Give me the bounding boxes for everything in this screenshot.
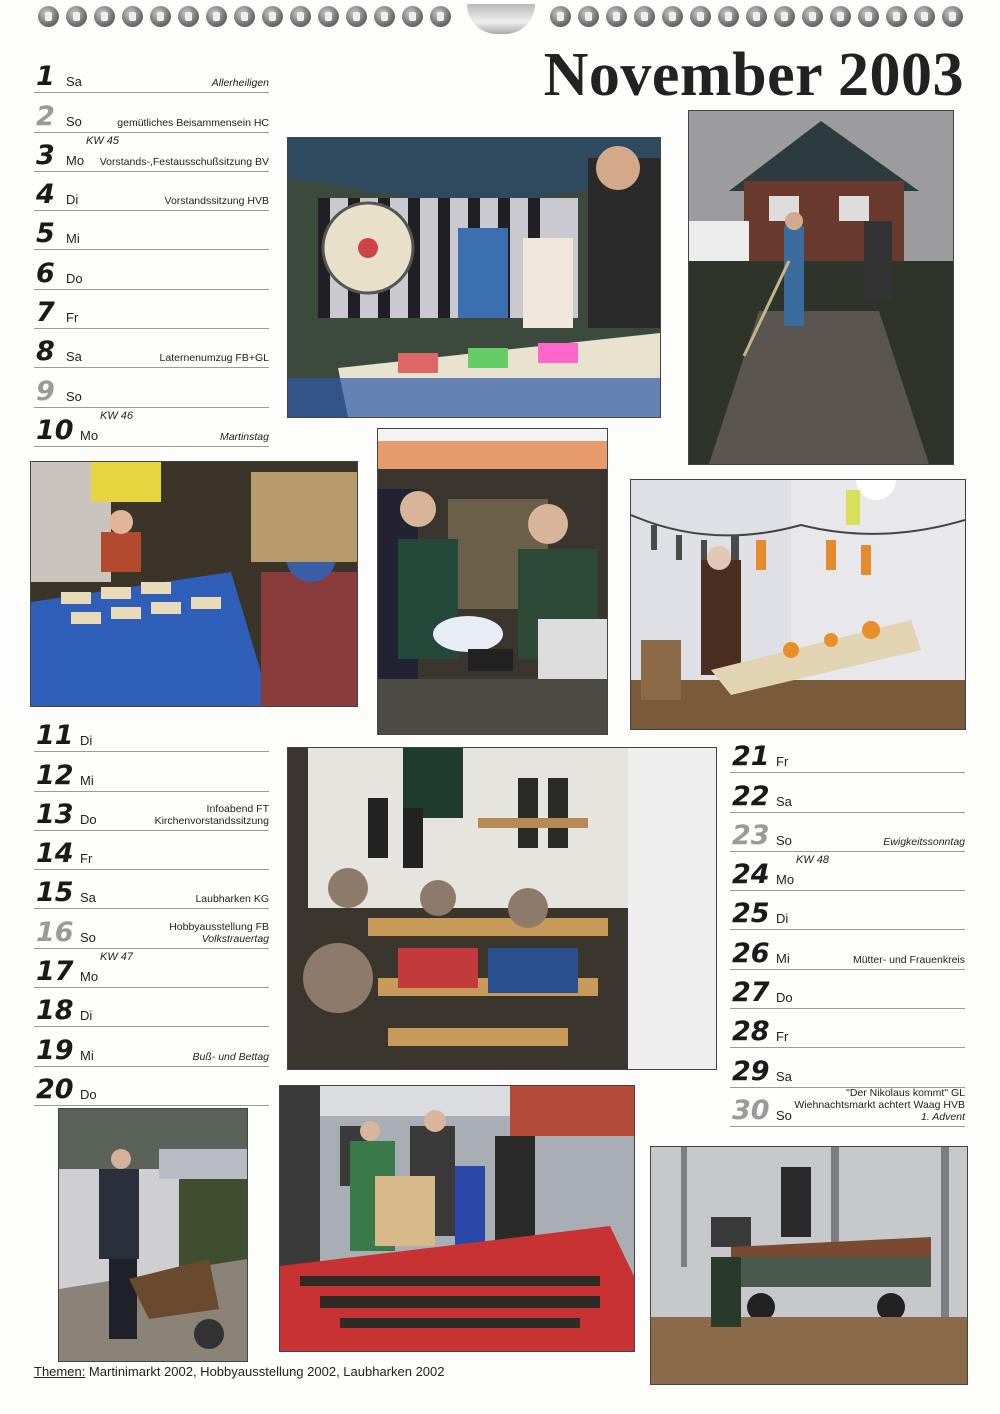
photo-craft-table xyxy=(30,461,358,707)
event-line: Ewigkeitssonntag xyxy=(883,835,965,848)
binder-ring xyxy=(402,6,423,27)
weekday-label: So xyxy=(80,929,96,945)
day-events xyxy=(100,156,269,168)
event-line: Kirchenvorstandssitzung xyxy=(154,814,269,827)
calendar-week-label: KW 48 xyxy=(796,853,830,866)
day-row xyxy=(730,1088,965,1127)
weekday-label: Fr xyxy=(776,754,789,770)
day-row xyxy=(730,1048,965,1087)
weekday-label: Di xyxy=(66,192,79,208)
day-number: 27 xyxy=(732,977,770,1009)
binder-ring xyxy=(746,6,767,27)
weekday-label: Mi xyxy=(66,231,80,247)
day-number: 3 xyxy=(36,139,55,171)
day-events xyxy=(165,195,269,207)
day-number: 13 xyxy=(36,798,74,830)
day-events xyxy=(220,431,269,443)
day-number: 23 xyxy=(732,819,770,851)
weekday-label: Di xyxy=(80,1008,93,1024)
photo-iron-craft-market xyxy=(279,1085,635,1352)
day-row xyxy=(730,773,965,812)
weekday-label: Mo xyxy=(80,969,99,985)
binder-ring xyxy=(942,6,963,27)
day-number: 25 xyxy=(732,898,770,930)
weekday-label: Fr xyxy=(80,851,93,867)
binder-ring xyxy=(206,6,227,27)
binder-ring xyxy=(150,6,171,27)
day-row xyxy=(730,1009,965,1048)
event-line: Martinstag xyxy=(219,430,269,443)
event-line: Laubharken KG xyxy=(195,893,269,906)
day-events xyxy=(794,1087,965,1123)
weekday-label: Mo xyxy=(66,152,85,168)
day-events xyxy=(160,352,269,364)
day-row xyxy=(34,329,269,368)
day-row xyxy=(730,852,965,891)
binder-ring xyxy=(374,6,395,27)
day-column-3 xyxy=(730,734,965,1127)
day-row xyxy=(34,250,269,289)
binder-ring xyxy=(318,6,339,27)
calendar-week-label: KW 47 xyxy=(100,950,134,963)
day-number: 22 xyxy=(732,780,770,812)
day-number: 15 xyxy=(36,877,74,909)
binder-rings-right xyxy=(550,6,963,28)
day-row xyxy=(730,813,965,852)
day-row xyxy=(34,211,269,250)
weekday-label: Sa xyxy=(66,349,82,365)
binder-ring xyxy=(634,6,655,27)
day-number: 16 xyxy=(36,916,74,948)
event-line: Infoabend FT xyxy=(206,802,269,815)
day-number: 2 xyxy=(36,100,55,132)
event-line: Laternenumzug FB+GL xyxy=(159,352,269,365)
day-number: 18 xyxy=(36,995,74,1027)
weekday-label: Do xyxy=(80,811,97,827)
weekday-label: Fr xyxy=(66,310,79,326)
photo-market-stand-wheel xyxy=(287,137,661,418)
page-title: November 2003 xyxy=(543,41,964,109)
binder-ring xyxy=(718,6,739,27)
event-line: Vorstands-,Festausschußsitzung BV xyxy=(99,155,269,168)
themes-text: Martinimarkt 2002, Hobbyausstellung 2002, Laubharken 2002 xyxy=(85,1364,445,1379)
event-line: 1. Advent xyxy=(921,1110,965,1123)
weekday-label: Sa xyxy=(66,74,82,90)
day-number: 30 xyxy=(732,1094,770,1126)
day-events xyxy=(169,921,269,945)
weekday-label: So xyxy=(66,113,82,129)
photo-raking-house xyxy=(688,110,954,465)
binder-ring xyxy=(262,6,283,27)
day-events xyxy=(883,836,965,848)
calendar-week-label: KW 46 xyxy=(100,409,134,422)
day-number: 17 xyxy=(36,956,74,988)
photo-wheelbarrow-man xyxy=(58,1108,248,1362)
weekday-label: So xyxy=(776,832,792,848)
day-row xyxy=(34,713,269,752)
day-row xyxy=(34,949,269,988)
binder-ring xyxy=(690,6,711,27)
binder-ring xyxy=(606,6,627,27)
day-number: 12 xyxy=(36,759,74,791)
binder-ring xyxy=(290,6,311,27)
day-row xyxy=(34,54,269,93)
event-line: Vorstandssitzung HVB xyxy=(164,195,269,208)
day-number: 28 xyxy=(732,1016,770,1048)
binder-ring xyxy=(66,6,87,27)
photo-classroom-play xyxy=(287,747,717,1070)
day-number: 4 xyxy=(36,179,55,211)
weekday-label: Di xyxy=(80,733,93,749)
day-events xyxy=(195,893,269,905)
weekday-label: Mo xyxy=(80,427,99,443)
day-number: 8 xyxy=(36,336,55,368)
day-number: 11 xyxy=(36,720,74,752)
weekday-label: Mi xyxy=(776,950,790,966)
binder-ring xyxy=(914,6,935,27)
event-line: Wiehnachtsmarkt achtert Waag HVB xyxy=(794,1098,965,1111)
binder-ring xyxy=(858,6,879,27)
day-row xyxy=(34,172,269,211)
binder-ring xyxy=(550,6,571,27)
event-line: Allerheiligen xyxy=(211,77,269,90)
themes-label: Themen: xyxy=(34,1364,86,1379)
day-number: 14 xyxy=(36,838,74,870)
event-line: gemütliches Beisammensein HC xyxy=(117,116,269,129)
weekday-label: Sa xyxy=(776,1068,792,1084)
day-row xyxy=(34,909,269,948)
binder-ring xyxy=(38,6,59,27)
day-row xyxy=(730,891,965,930)
weekday-label: Sa xyxy=(776,793,792,809)
day-number: 9 xyxy=(36,375,55,407)
day-number: 5 xyxy=(36,218,55,250)
calendar-week-label: KW 45 xyxy=(86,134,120,147)
binder-ring xyxy=(178,6,199,27)
event-line: Hobbyausstellung FB xyxy=(169,920,269,933)
day-row xyxy=(34,1067,269,1106)
day-row xyxy=(34,1027,269,1066)
weekday-label: So xyxy=(776,1107,792,1123)
event-line: Mütter- und Frauenkreis xyxy=(852,953,965,966)
day-number: 1 xyxy=(36,61,55,93)
day-row xyxy=(730,930,965,969)
event-line: "Der Nikolaus kommt" GL xyxy=(846,1086,965,1099)
binder-ring xyxy=(578,6,599,27)
photo-exhibition-room xyxy=(630,479,966,730)
day-number: 21 xyxy=(732,741,770,773)
binder-ring xyxy=(662,6,683,27)
day-row xyxy=(34,988,269,1027)
day-row xyxy=(34,831,269,870)
day-number: 19 xyxy=(36,1034,74,1066)
photo-leaf-trailer xyxy=(650,1146,968,1385)
weekday-label: Di xyxy=(776,911,789,927)
binder-ring xyxy=(94,6,115,27)
weekday-label: So xyxy=(66,388,82,404)
weekday-label: Mi xyxy=(80,772,94,788)
day-row xyxy=(34,290,269,329)
day-events xyxy=(155,803,269,827)
day-number: 24 xyxy=(732,859,770,891)
day-events xyxy=(193,1051,269,1063)
day-row xyxy=(34,408,269,447)
weekday-label: Do xyxy=(66,270,83,286)
day-number: 29 xyxy=(732,1055,770,1087)
binder-ring xyxy=(122,6,143,27)
binder-ring xyxy=(234,6,255,27)
themes-caption xyxy=(34,1364,445,1379)
weekday-label: Sa xyxy=(80,890,96,906)
day-events xyxy=(853,954,965,966)
day-events xyxy=(212,77,269,89)
binder-ring xyxy=(830,6,851,27)
day-row xyxy=(34,93,269,132)
calendar-hanger xyxy=(467,4,535,34)
event-line: Buß- und Bettag xyxy=(192,1050,269,1063)
photo-indoor-market-stall xyxy=(377,428,608,735)
weekday-label: Do xyxy=(80,1086,97,1102)
binder-rings-left xyxy=(38,6,451,28)
day-row xyxy=(730,734,965,773)
day-row xyxy=(34,368,269,407)
day-number: 6 xyxy=(36,257,55,289)
binder-ring xyxy=(430,6,451,27)
binder-ring xyxy=(774,6,795,27)
weekday-label: Fr xyxy=(776,1029,789,1045)
weekday-label: Mo xyxy=(776,872,795,888)
weekday-label: Do xyxy=(776,990,793,1006)
day-row xyxy=(34,752,269,791)
day-events xyxy=(117,117,269,129)
day-row xyxy=(34,792,269,831)
day-row xyxy=(34,870,269,909)
event-line: Volkstrauertag xyxy=(201,932,269,945)
weekday-label: Mi xyxy=(80,1047,94,1063)
day-number: 20 xyxy=(36,1073,74,1105)
day-column-1 xyxy=(34,54,269,447)
day-number: 7 xyxy=(36,297,55,329)
day-number: 26 xyxy=(732,937,770,969)
day-row xyxy=(730,970,965,1009)
binder-ring xyxy=(886,6,907,27)
day-column-2 xyxy=(34,713,269,1106)
day-number: 10 xyxy=(36,414,74,446)
day-row xyxy=(34,133,269,172)
binder-ring xyxy=(802,6,823,27)
binder-ring xyxy=(346,6,367,27)
